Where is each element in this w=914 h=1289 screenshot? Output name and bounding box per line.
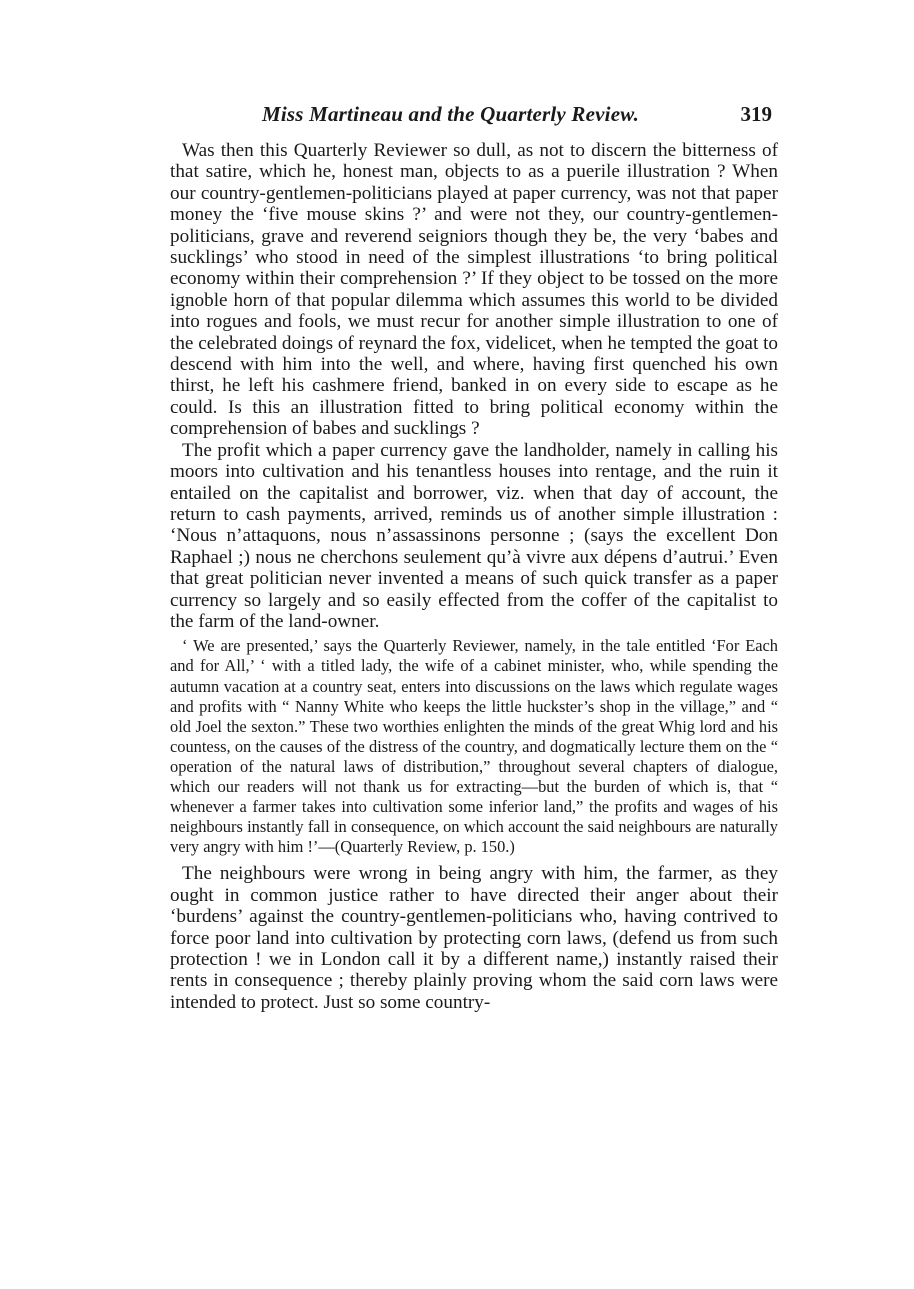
paragraph-3: The neighbours were wrong in being angry with him, the farmer, as they ought in common justice rather to have directed their anger about their ‘burdens’ against the country-gentlemen-politicians who, having contrived to force poor land into cultivation by protecting corn laws, (defend us from such protection ! we in London call it by a different name,) instantly raised their rents in consequence ; thereby plainly proving whom the said corn laws were intended to protect. Just so some country- — [170, 863, 778, 1013]
running-header — [170, 102, 778, 130]
paragraph-1: Was then this Quarterly Reviewer so dull, as not to discern the bitterness of that satire, which he, honest man, objects to as a puerile illustration ? When our country-gentlemen-politicians played at paper currency, was not that paper money the ‘five mouse skins ?’ and were not they, our country-gentlemen-politicians, grave and reverend seigniors though they be, the very ‘babes and sucklings’ who stood in need of the simplest illustrations ‘to bring political economy within their comprehension ?’ If they object to be tossed on the more ignoble horn of that popular dilemma which assumes this world to be divided into rogues and fools, we must recur for another simple illustration to one of the celebrated doings of reynard the fox, videlicet, when he tempted the goat to descend with him into the well, and where, having first quenched his own thirst, he left his cashmere friend, banked in on every side to escape as he could. Is this an illustration fitted to bring political economy within the comprehension of babes and sucklings ? — [170, 140, 778, 440]
page-number: 319 — [740, 102, 772, 126]
block-quote: ‘ We are presented,’ says the Quarterly Reviewer, namely, in the tale entitled ‘For Each and for All,’ ‘ with a titled lady, the wife of a cabinet minister, who, while spending the autumn vacation at a country seat, enters into discussions on the laws which regulate wages and profits with “ Nanny White who keeps the little huckster’s shop in the village,” and “ old Joel the sexton.” These two worthies enlighten the minds of the great Whig lord and his countess, on the causes of the distress of the country, and dogmatically lecture them on the “ operation of the natural laws of distribution,” throughout several chapters of dialogue, which our readers will not thank us for extracting—but the burden of which is, that “ whenever a farmer takes into cultivation some inferior land,” the profits and wages of his neighbours instantly fall in consequence, on which account the said neighbours are naturally very angry with him !’—(Quarterly Review, p. 150.) — [170, 636, 778, 857]
paragraph-2: The profit which a paper currency gave the landholder, namely in calling his moors into cultivation and his tenantless houses into rentage, and the ruin it entailed on the capitalist and borrower, viz. when that day of account, the return to cash payments, arrived, reminds us of another simple illustration : ‘Nous n’attaquons, nous n’assassinons personne ; (says the excellent Don Raphael ;) nous ne cherchons seulement qu’à vivre aux dépens d’autrui.’ Even that great politician never invented a means of such quick transfer as a paper currency so largely and so easily effected from the coffer of the capitalist to the farm of the land-owner. — [170, 439, 778, 632]
running-title: Miss Martineau and the Quarterly Review. — [262, 102, 640, 126]
body-text — [170, 140, 778, 1013]
